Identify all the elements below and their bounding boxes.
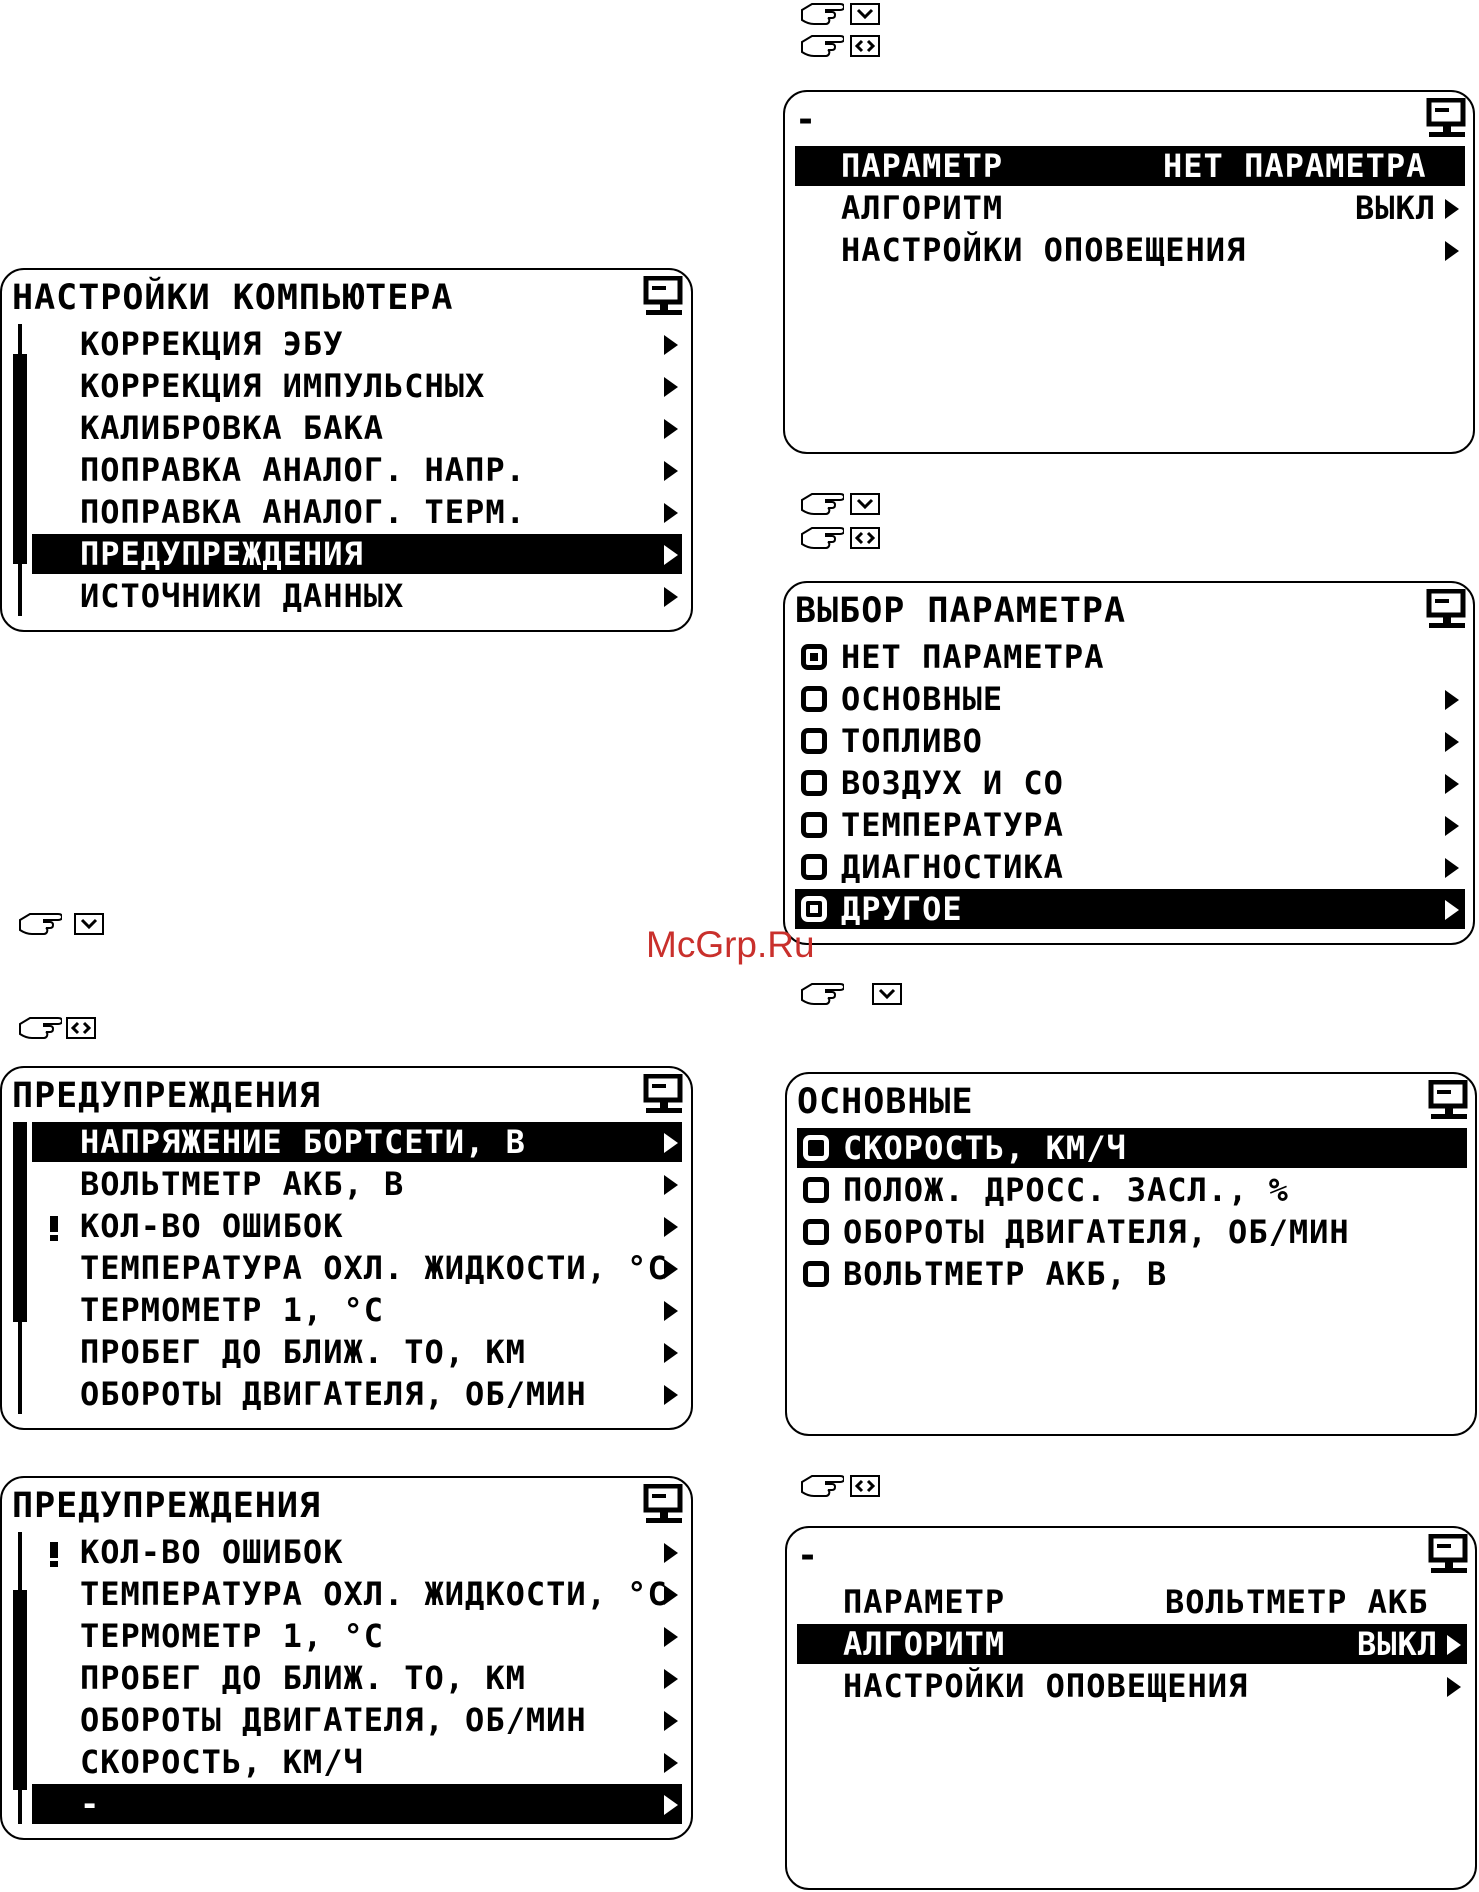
chevron-right-icon (664, 1343, 678, 1363)
left-right-arrows-key (850, 1475, 880, 1497)
warning-item-error-count[interactable] (32, 1532, 682, 1572)
warning-item-label: НАПРЯЖЕНИЕ БОРТСЕТИ, В (80, 1123, 526, 1161)
warning-item-label: ТЕМПЕРАТУРА ОХЛ. ЖИДКОСТИ, °С (80, 1575, 668, 1613)
chevron-right-icon (664, 1669, 678, 1689)
warning-item-speed[interactable] (32, 1742, 682, 1782)
menu-item-tank-calibration[interactable] (32, 408, 682, 448)
option-label: ПОЛОЖ. ДРОСС. ЗАСЛ., % (843, 1171, 1289, 1209)
chevron-right-icon (664, 1217, 678, 1237)
warning-item-label: КОЛ-ВО ОШИБОК (80, 1533, 344, 1571)
option-none[interactable] (795, 637, 1465, 677)
chevron-right-icon (1445, 816, 1459, 836)
page-title: ПРЕДУПРЕЖДЕНИЯ (12, 1486, 322, 1526)
warning-item-label: ОБОРОТЫ ДВИГАТЕЛЯ, ОБ/МИН (80, 1701, 587, 1739)
param-row[interactable] (797, 1582, 1467, 1622)
chevron-right-icon (664, 335, 678, 355)
radio-checked-icon[interactable] (801, 644, 827, 670)
hint-ok (800, 32, 880, 62)
chevron-right-icon (1445, 900, 1459, 920)
chevron-right-icon (664, 1585, 678, 1605)
menu-item-data-sources[interactable] (32, 576, 682, 616)
warning-item-engine-rpm[interactable] (32, 1374, 682, 1414)
warning-item-mileage-service[interactable] (32, 1332, 682, 1372)
pointing-hand-icon (18, 1014, 62, 1042)
menu-item-pulse-correction[interactable] (32, 366, 682, 406)
chevron-right-icon (664, 1753, 678, 1773)
option-label: НЕТ ПАРАМЕТРА (841, 638, 1105, 676)
param-label: ПАРАМЕТР (841, 147, 1004, 185)
menu-item-analog-thermo[interactable] (32, 492, 682, 532)
warning-item-label: ТЕМПЕРАТУРА ОХЛ. ЖИДКОСТИ, °С (80, 1249, 668, 1287)
menu-item-label: КАЛИБРОВКА БАКА (80, 409, 384, 447)
warning-item-label: ТЕРМОМЕТР 1, °С (80, 1291, 384, 1329)
radio-icon[interactable] (801, 686, 827, 712)
option-speed[interactable] (797, 1128, 1467, 1168)
menu-item-label: ПРЕДУПРЕЖДЕНИЯ (80, 535, 364, 573)
warning-item-engine-rpm[interactable] (32, 1700, 682, 1740)
menu-item-label: КОРРЕКЦИЯ ЭБУ (80, 325, 344, 363)
page-title: НАСТРОЙКИ КОМПЬЮТЕРА (12, 278, 454, 318)
algorithm-value: ВЫКЛ (1357, 1625, 1439, 1663)
warning-item-mileage-service[interactable] (32, 1658, 682, 1698)
down-arrow-key (74, 913, 104, 935)
notify-settings-label: НАСТРОЙКИ ОПОВЕЩЕНИЯ (843, 1667, 1249, 1705)
chevron-right-icon (1445, 241, 1459, 261)
scrollbar-thumb[interactable] (13, 354, 27, 564)
watermark: McGrp.Ru (646, 924, 815, 965)
pointing-hand-icon (800, 1472, 844, 1500)
chevron-right-icon (664, 1711, 678, 1731)
pointing-hand-icon (18, 910, 62, 938)
notify-settings-row[interactable] (797, 1666, 1467, 1706)
warning-item-label: ПРОБЕГ ДО БЛИЖ. ТО, КМ (80, 1659, 526, 1697)
param-label: ПАРАМЕТР (843, 1583, 1006, 1621)
chevron-right-icon (664, 1175, 678, 1195)
pointing-hand-icon (800, 0, 844, 28)
warning-edit-screen-2 (785, 1526, 1477, 1890)
warning-item-label: ТЕРМОМЕТР 1, °С (80, 1617, 384, 1655)
option-other[interactable] (795, 889, 1465, 929)
computer-icon (1427, 1080, 1471, 1122)
chevron-right-icon (664, 461, 678, 481)
chevron-right-icon (664, 1385, 678, 1405)
page-title: ВЫБОР ПАРАМЕТРА (795, 591, 1127, 631)
warning-item-thermometer[interactable] (32, 1616, 682, 1656)
option-throttle[interactable] (797, 1170, 1467, 1210)
option-label: ТЕМПЕРАТУРА (841, 806, 1064, 844)
chevron-right-icon (664, 1259, 678, 1279)
scrollbar-thumb[interactable] (13, 1122, 27, 1322)
radio-icon[interactable] (803, 1219, 829, 1245)
warning-item-thermometer[interactable] (32, 1290, 682, 1330)
warning-item-board-voltage[interactable] (32, 1122, 682, 1162)
chevron-right-icon (1445, 199, 1459, 219)
parameter-select-screen (783, 581, 1475, 945)
computer-icon (1425, 589, 1469, 631)
warning-item-coolant-temp[interactable] (32, 1574, 682, 1614)
radio-icon[interactable] (801, 728, 827, 754)
algorithm-value: ВЫКЛ (1355, 189, 1437, 227)
hint-ok (800, 524, 880, 554)
menu-item-warnings[interactable] (32, 534, 682, 574)
menu-item-analog-voltage[interactable] (32, 450, 682, 490)
radio-icon[interactable] (801, 812, 827, 838)
down-arrow-key (850, 3, 880, 25)
chevron-right-icon (664, 419, 678, 439)
pointing-hand-icon (800, 32, 844, 60)
pointing-hand-icon (800, 980, 844, 1008)
warning-item-error-count[interactable] (32, 1206, 682, 1246)
notify-settings-row[interactable] (795, 230, 1465, 270)
param-value: ВОЛЬТМЕТР АКБ (1165, 1583, 1429, 1621)
option-label: ДИАГНОСТИКА (841, 848, 1064, 886)
warnings-screen-2 (0, 1476, 693, 1840)
warning-edit-screen-1 (783, 90, 1475, 454)
option-label: ДРУГОЕ (841, 890, 963, 928)
chevron-right-icon (1445, 774, 1459, 794)
hint-down (18, 910, 108, 940)
option-fuel[interactable] (795, 721, 1465, 761)
hint-ok (18, 1014, 108, 1044)
notify-settings-label: НАСТРОЙКИ ОПОВЕЩЕНИЯ (841, 231, 1247, 269)
radio-icon[interactable] (801, 770, 827, 796)
menu-item-label: ПОПРАВКА АНАЛОГ. НАПР. (80, 451, 526, 489)
pointing-hand-icon (800, 490, 844, 518)
option-label: ОБОРОТЫ ДВИГАТЕЛЯ, ОБ/МИН (843, 1213, 1350, 1251)
warning-item-label: ПРОБЕГ ДО БЛИЖ. ТО, КМ (80, 1333, 526, 1371)
chevron-right-icon (1447, 1677, 1461, 1697)
option-engine-rpm[interactable] (797, 1212, 1467, 1252)
chevron-right-icon (664, 1627, 678, 1647)
algorithm-row[interactable] (795, 188, 1465, 228)
warning-item-label: ВОЛЬТМЕТР АКБ, В (80, 1165, 405, 1203)
chevron-right-icon (664, 545, 678, 565)
page-title: ОСНОВНЫЕ (797, 1082, 974, 1122)
chevron-right-icon (664, 377, 678, 397)
computer-icon (642, 276, 686, 318)
option-label: ВОЛЬТМЕТР АКБ, В (843, 1255, 1168, 1293)
param-value: НЕТ ПАРАМЕТРА (1163, 147, 1427, 185)
warning-item-battery-voltmeter[interactable] (32, 1164, 682, 1204)
chevron-right-icon (1445, 858, 1459, 878)
radio-icon[interactable] (803, 1177, 829, 1203)
algorithm-row[interactable] (797, 1624, 1467, 1664)
down-arrow-key (850, 493, 880, 515)
exclamation-icon (48, 1206, 60, 1246)
option-basic[interactable] (795, 679, 1465, 719)
chevron-right-icon (664, 1543, 678, 1563)
warning-item-label: КОЛ-ВО ОШИБОК (80, 1207, 344, 1245)
algorithm-label: АЛГОРИТМ (843, 1625, 1006, 1663)
algorithm-label: АЛГОРИТМ (841, 189, 1004, 227)
radio-icon[interactable] (801, 854, 827, 880)
left-right-arrows-key (850, 35, 880, 57)
computer-icon (1425, 98, 1469, 140)
warning-item-label: - (80, 1785, 101, 1823)
warning-item-empty[interactable] (32, 1784, 682, 1824)
option-label: СКОРОСТЬ, КМ/Ч (843, 1129, 1127, 1167)
computer-icon (642, 1074, 686, 1116)
pointing-hand-icon (800, 524, 844, 552)
basic-params-screen (785, 1072, 1477, 1436)
chevron-right-icon (1445, 732, 1459, 752)
chevron-right-icon (664, 1301, 678, 1321)
radio-checked-icon[interactable] (801, 896, 827, 922)
page-title: - (797, 1536, 820, 1576)
computer-icon (642, 1484, 686, 1526)
warning-item-label: СКОРОСТЬ, КМ/Ч (80, 1743, 364, 1781)
page-title: - (795, 100, 818, 140)
chevron-right-icon (664, 1133, 678, 1153)
option-battery-voltmeter[interactable] (797, 1254, 1467, 1294)
page-title: ПРЕДУПРЕЖДЕНИЯ (12, 1076, 322, 1116)
menu-item-label: КОРРЕКЦИЯ ИМПУЛЬСНЫХ (80, 367, 486, 405)
option-label: ВОЗДУХ И СО (841, 764, 1064, 802)
computer-icon (1427, 1534, 1471, 1576)
down-arrow-key (872, 983, 902, 1005)
scrollbar-thumb[interactable] (13, 1590, 27, 1790)
param-row[interactable] (795, 146, 1465, 186)
chevron-right-icon (664, 1795, 678, 1815)
radio-icon[interactable] (803, 1135, 829, 1161)
hint-down (800, 0, 880, 30)
menu-item-label: ИСТОЧНИКИ ДАННЫХ (80, 577, 405, 615)
option-label: ОСНОВНЫЕ (841, 680, 1004, 718)
menu-item-label: ПОПРАВКА АНАЛОГ. ТЕРМ. (80, 493, 526, 531)
left-right-arrows-key (66, 1017, 96, 1039)
option-temperature[interactable] (795, 805, 1465, 845)
computer-settings-screen (0, 268, 693, 632)
warnings-screen-1 (0, 1066, 693, 1430)
chevron-right-icon (1445, 690, 1459, 710)
chevron-right-icon (1447, 1635, 1461, 1655)
hint-down (800, 980, 910, 1010)
chevron-right-icon (664, 503, 678, 523)
warning-item-coolant-temp[interactable] (32, 1248, 682, 1288)
option-label: ТОПЛИВО (841, 722, 983, 760)
warning-item-label: ОБОРОТЫ ДВИГАТЕЛЯ, ОБ/МИН (80, 1375, 587, 1413)
chevron-right-icon (664, 587, 678, 607)
option-diagnostics[interactable] (795, 847, 1465, 887)
hint-down (800, 490, 880, 520)
radio-icon[interactable] (803, 1261, 829, 1287)
option-air-co[interactable] (795, 763, 1465, 803)
hint-ok (800, 1472, 880, 1502)
menu-item-ecu-correction[interactable] (32, 324, 682, 364)
exclamation-icon (48, 1532, 60, 1572)
left-right-arrows-key (850, 527, 880, 549)
